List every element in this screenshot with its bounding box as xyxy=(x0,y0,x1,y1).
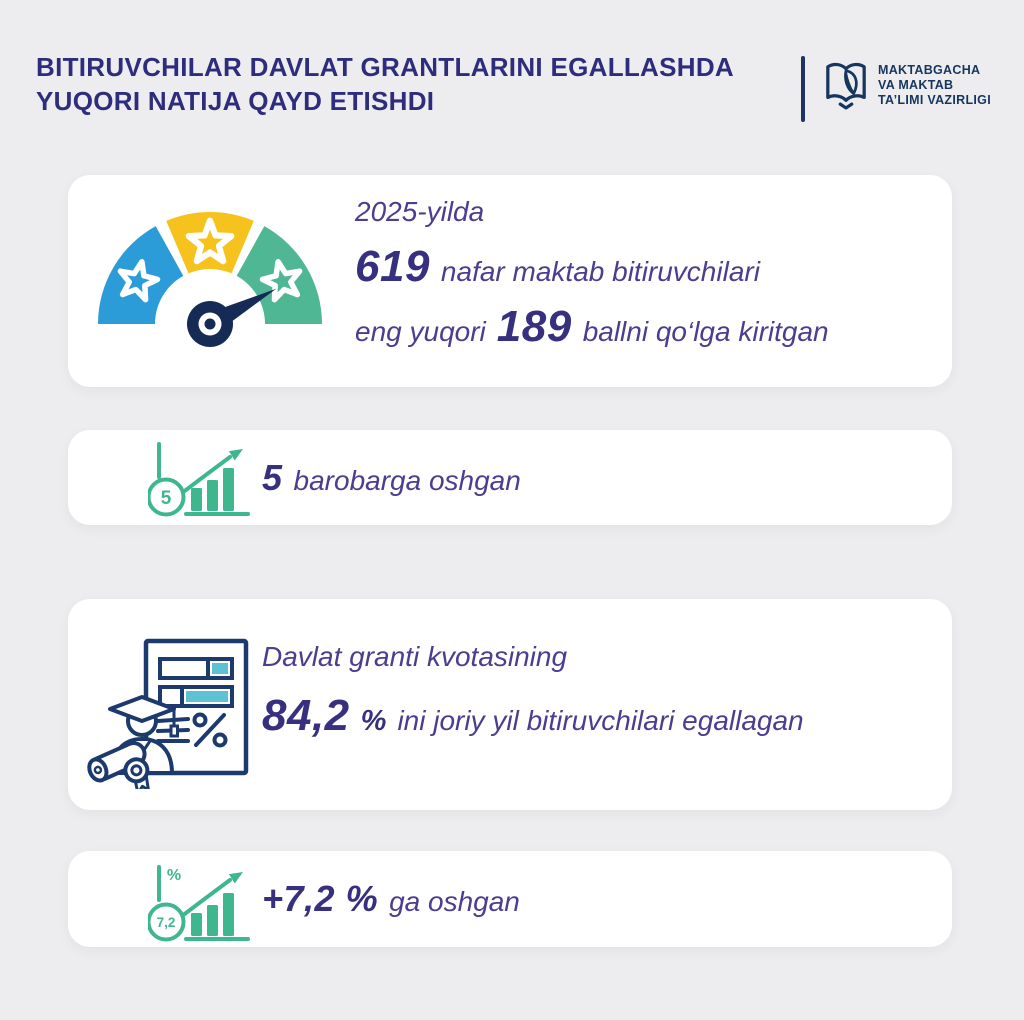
increase-value: +7,2 % xyxy=(262,878,379,919)
ministry-name xyxy=(878,63,991,108)
card-times-increase xyxy=(68,430,952,525)
icon-badge-5: 5 xyxy=(160,488,172,509)
score-suffix: ballni qo‘lga kiritgan xyxy=(582,316,829,347)
graduate-document-percent-icon xyxy=(84,627,254,794)
quota-value: 84,2 xyxy=(262,691,350,740)
card-top-scores xyxy=(68,175,952,387)
card-percent-increase-text xyxy=(262,878,520,920)
card-times-increase-text xyxy=(262,457,521,499)
quota-label: Davlat granti kvotasining xyxy=(262,641,568,672)
quota-caption: ini joriy yil bitiruvchilari egallagan xyxy=(397,705,804,736)
times-caption: barobarga oshgan xyxy=(293,464,521,496)
graduates-count: 619 xyxy=(355,242,430,291)
times-value: 5 xyxy=(262,456,283,498)
card-percent-increase xyxy=(68,851,952,947)
card-top-scores-text xyxy=(355,196,829,352)
card-grant-quota-text xyxy=(262,641,804,741)
graduates-caption: nafar maktab bitiruvchilari xyxy=(440,256,760,287)
ministry-name-line3: TA’LIMI VAZIRLIGI xyxy=(878,92,991,107)
header-divider xyxy=(801,56,805,122)
quota-unit: % xyxy=(360,705,387,737)
icon-percent-label: % xyxy=(166,867,182,884)
top-score: 189 xyxy=(496,302,572,351)
ministry-logo xyxy=(824,58,991,112)
page-title xyxy=(36,50,796,118)
ministry-name-line1: MAKTABGACHA xyxy=(878,62,981,77)
page-title-line1: BITIRUVCHILAR DAVLAT GRANTLARINI EGALLASHDA xyxy=(36,52,735,82)
year-label: 2025-yilda xyxy=(355,196,485,227)
gauge-stars-icon xyxy=(95,209,325,366)
open-book-leaf-icon xyxy=(824,58,868,112)
score-prefix: eng yuqori xyxy=(355,316,486,347)
page-title-line2: YUQORI NATIJA QAYD ETISHDI xyxy=(36,86,435,116)
card-grant-quota xyxy=(68,599,952,810)
ministry-name-line2: VA MAKTAB xyxy=(878,77,954,92)
growth-bars-icon xyxy=(148,441,253,524)
growth-bars-percent-icon xyxy=(148,862,253,949)
increase-caption: ga oshgan xyxy=(389,886,520,917)
icon-badge-72: 7,2 xyxy=(156,915,176,930)
